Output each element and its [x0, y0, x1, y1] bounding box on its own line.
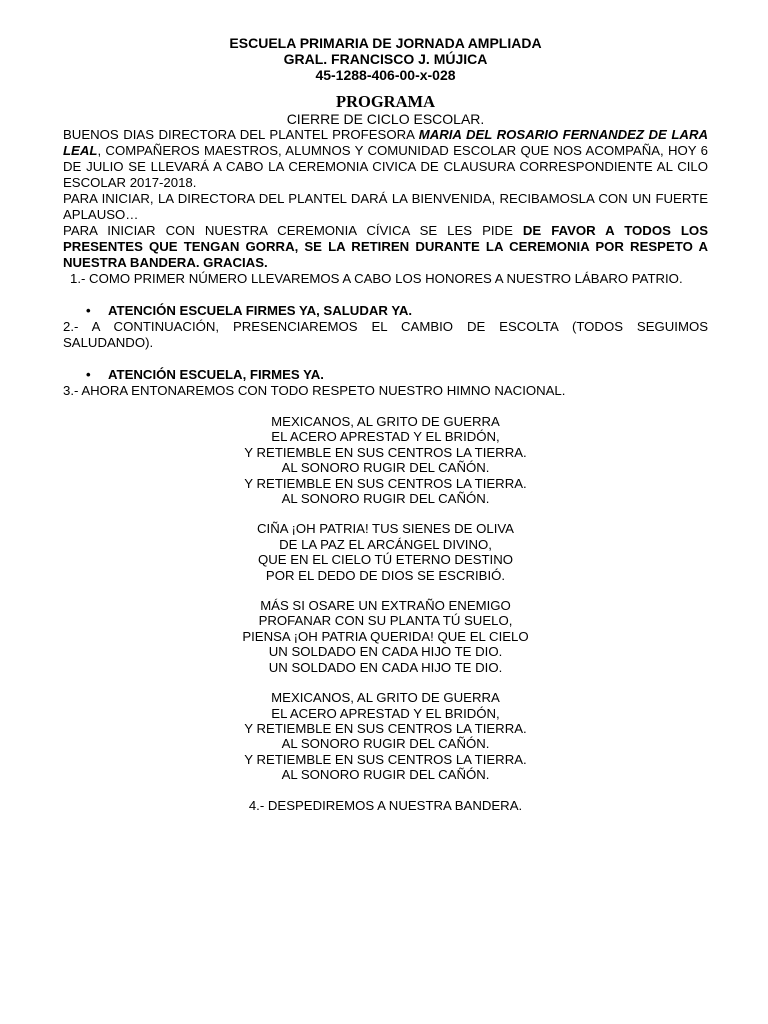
intro-paragraph [63, 127, 708, 191]
anthem-line: PIENSA ¡OH PATRIA QUERIDA! QUE EL CIELO [242, 628, 529, 644]
bullet-item-1 [63, 303, 708, 319]
anthem-line: POR EL DEDO DE DIOS SE ESCRIBIÓ. [265, 567, 506, 583]
cap-request-emphasis: DE FAVOR A TODOS LOS PRESENTES QUE TENGAN GORRA, SE LA RETIREN DURANTE LA CEREMONIA POR RESPETO A NUESTRA BANDERA. GRACIAS. [63, 223, 708, 270]
program-item-1: 1.- COMO PRIMER NÚMERO LLEVAREMOS A CABO LOS HONORES A NUESTRO LÁBARO PATRIO. [70, 271, 683, 286]
anthem-line: MEXICANOS, AL GRITO DE GUERRA [271, 414, 500, 429]
anthem-line: CIÑA ¡OH PATRIA! TUS SIENES DE OLIVA [257, 521, 514, 537]
anthem-line: Y RETIEMBLE EN SUS CENTROS LA TIERRA. [244, 751, 527, 767]
anthem-line: AL SONORO RUGIR DEL CAÑÓN. [281, 767, 490, 783]
bullet-icon: • [86, 303, 91, 318]
document-page [63, 35, 708, 814]
bullet-text: ATENCIÓN ESCUELA FIRMES YA, SALUDAR YA. [108, 303, 413, 318]
intro-text-end: , COMPAÑEROS MAESTROS, ALUMNOS Y COMUNIDAD ESCOLAR QUE NOS ACOMPAÑA, HOY 6 DE JULIO SE LLEVARÁ A CABO LA CEREMONIA CIVICA DE CLAUSURA CORRESPONDIENTE AL CILO ESCOLAR 2017-2018. [63, 143, 708, 190]
program-item-3: 3.- AHORA ENTONAREMOS CON TODO RESPETO NUESTRO HIMNO NACIONAL. [63, 383, 566, 398]
bullet-item-2 [63, 367, 708, 383]
anthem-line: Y RETIEMBLE EN SUS CENTROS LA TIERRA. [244, 720, 527, 736]
anthem-line: UN SOLDADO EN CADA HIJO TE DIO. [268, 644, 503, 660]
anthem-stanza-1 [63, 414, 708, 506]
anthem-stanza-4 [63, 690, 708, 782]
school-name: ESCUELA PRIMARIA DE JORNADA AMPLIADA [229, 35, 542, 51]
document-subtitle: CIERRE DE CICLO ESCOLAR. [286, 111, 485, 127]
bullet-icon: • [86, 367, 91, 382]
anthem-line: Y RETIEMBLE EN SUS CENTROS LA TIERRA. [244, 444, 527, 460]
anthem-line: PROFANAR CON SU PLANTA TÚ SUELO, [258, 613, 513, 629]
school-namesake: GRAL. FRANCISCO J. MÚJICA [283, 51, 488, 67]
anthem-line: AL SONORO RUGIR DEL CAÑÓN. [281, 460, 490, 476]
welcome-paragraph: PARA INICIAR, LA DIRECTORA DEL PLANTEL DARÁ LA BIENVENIDA, RECIBAMOSLA CON UN FUERTE APLAUSO… [63, 191, 708, 222]
anthem-line: MÁS SI OSARE UN EXTRAÑO ENEMIGO [260, 598, 511, 614]
program-item-4: 4.- DESPEDIREMOS A NUESTRA BANDERA. [248, 797, 523, 813]
anthem-stanza-2 [63, 521, 708, 583]
anthem-line: QUE EN EL CIELO TÚ ETERNO DESTINO [257, 552, 513, 568]
anthem-line: EL ACERO APRESTAD Y EL BRIDÓN, [271, 429, 500, 445]
school-code: 45-1288-406-00-x-028 [315, 67, 456, 83]
anthem-line: EL ACERO APRESTAD Y EL BRIDÓN, [271, 705, 500, 721]
anthem-line: UN SOLDADO EN CADA HIJO TE DIO. [268, 659, 503, 675]
anthem-line: DE LA PAZ EL ARCÁNGEL DIVINO, [279, 536, 492, 552]
anthem-line: AL SONORO RUGIR DEL CAÑÓN. [281, 736, 490, 752]
anthem-line: Y RETIEMBLE EN SUS CENTROS LA TIERRA. [244, 475, 527, 491]
document-title: PROGRAMA [336, 92, 435, 111]
anthem-stanza-3 [63, 598, 708, 675]
anthem-line: AL SONORO RUGIR DEL CAÑÓN. [281, 491, 490, 507]
program-item-2: 2.- A CONTINUACIÓN, PRESENCIAREMOS EL CAMBIO DE ESCOLTA (TODOS SEGUIMOS SALUDANDO). [63, 319, 708, 350]
director-name: MARIA DEL ROSARIO FERNANDEZ DE LARA LEAL [63, 127, 708, 158]
cap-request-text: PARA INICIAR CON NUESTRA CEREMONIA CÍVICA SE LES PIDE [63, 223, 523, 238]
anthem-line: MEXICANOS, AL GRITO DE GUERRA [271, 690, 500, 706]
bullet-text: ATENCIÓN ESCUELA, FIRMES YA. [108, 367, 324, 382]
intro-text-start: BUENOS DIAS DIRECTORA DEL PLANTEL PROFESORA [63, 127, 419, 142]
cap-request-paragraph [63, 223, 708, 271]
